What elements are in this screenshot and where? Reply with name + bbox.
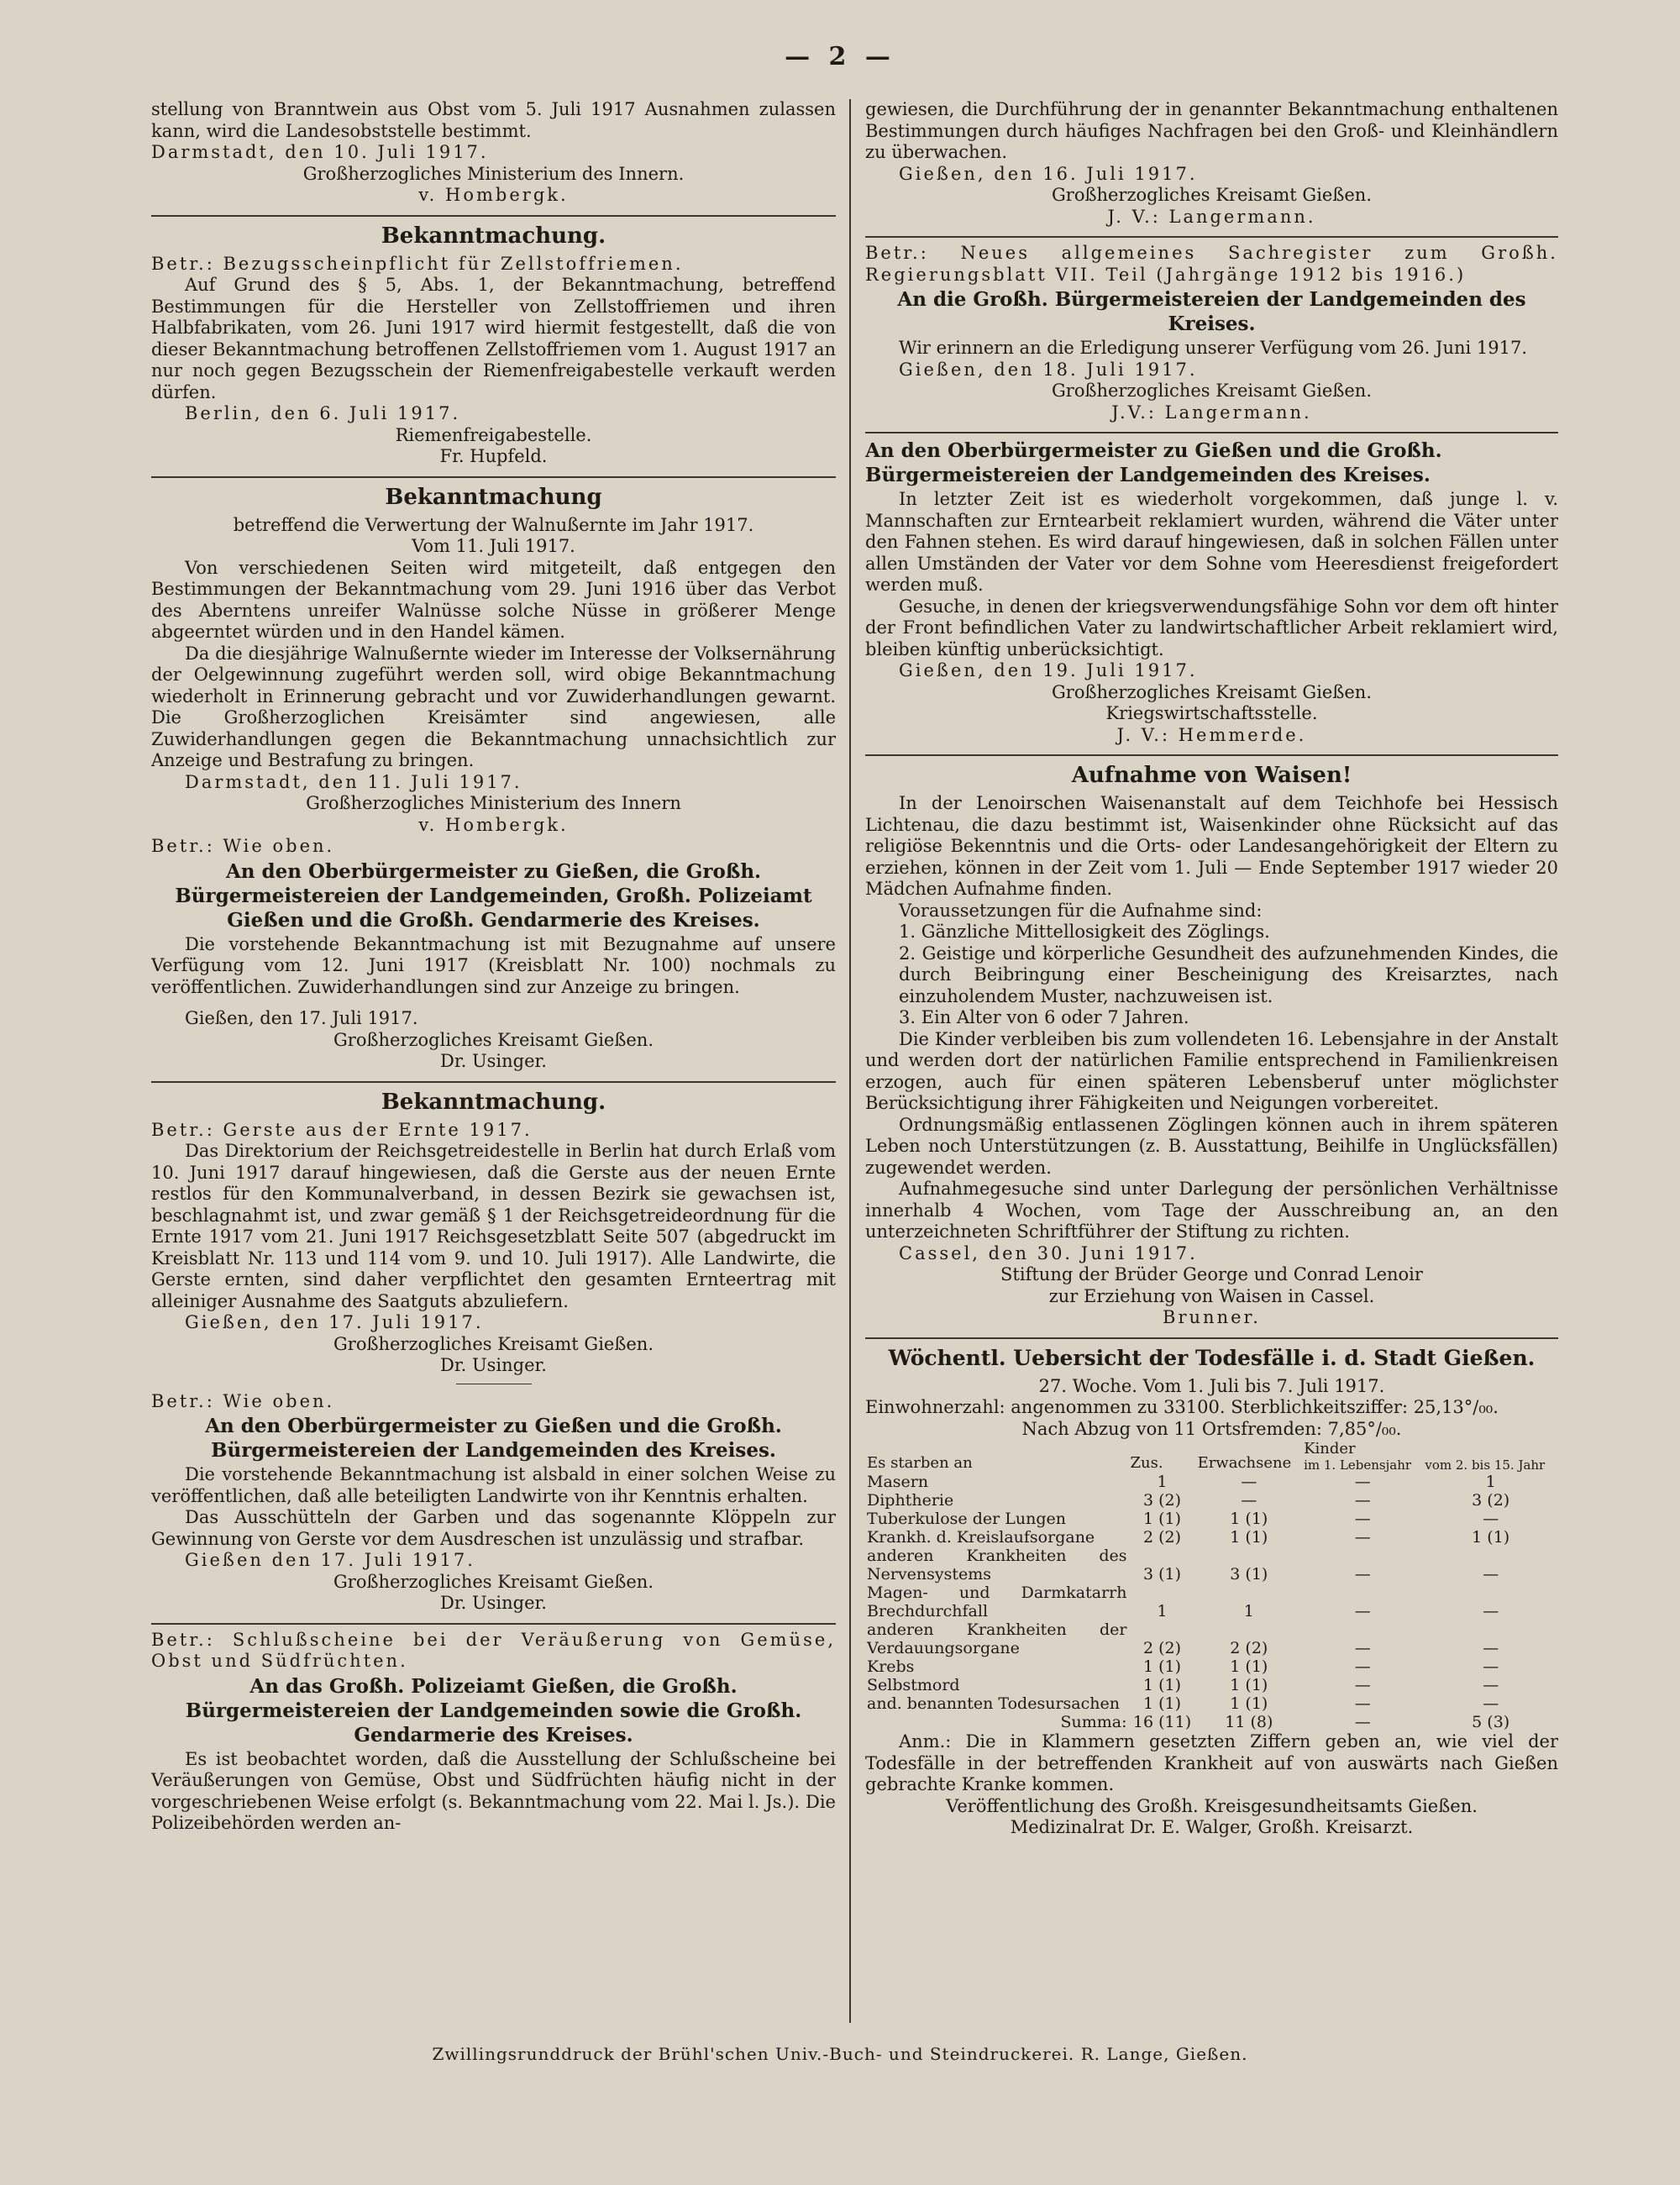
place-date: Gießen, den 17. Juli 1917. [185,1312,484,1332]
cause-cell: Magen- und Darmkatarrh Brechdurchfall [867,1584,1127,1620]
signature-name: Brunner. [1163,1307,1261,1327]
children-first-year-cell: — [1354,1473,1371,1491]
total-cell: 1 [1157,1473,1168,1491]
notice-text: gewiesen, die Durchführung der in genannter Bekanntmachung enthaltenen Bestimmungen durch häufiges Nachfragen bei den Groß- und Kleinhändlern zu überwachen. [865,99,1558,162]
sum-row [865,1713,1558,1731]
statistics-note: Anm.: Die in Klammern gesetzten Ziffern geben an, wie viel der Todesfälle in der betreffenden Krankheit auf von auswärts nach Gießen gebrachte Kranke kommen. [865,1731,1558,1794]
signature-authority: Großherzogliches Kreisamt Gießen. [1052,681,1372,702]
place-date: Gießen, den 16. Juli 1917. [899,163,1198,184]
children-2-15-cell: — [1483,1639,1499,1657]
adults-cell: 1 (1) [1230,1657,1268,1676]
section-divider [865,754,1558,756]
signature-name: v. Hombergk. [418,185,569,205]
place-date: Darmstadt, den 11. Juli 1917. [185,771,522,792]
requirement-item: 3. Ein Alter von 6 oder 7 Jahren. [899,1007,1189,1027]
signature-name: Dr. Usinger. [440,1051,547,1071]
notice-walnuss-kreisamt [151,836,836,1073]
table-row [865,1528,1558,1547]
notice-heading: Bekanntmachung. [381,1089,606,1115]
notice-addressee: An das Großh. Polizeiamt Gießen, die Großh. Bürgermeistereien der Landgemeinden sowie die Großh. Gendarmerie des Kreises. [185,1674,802,1746]
requirement-item: 2. Geistige und körperliche Gesundheit des aufzunehmenden Kindes, die durch Beibringung einer Bescheinigung des Kreisarztes, nach einzuholendem Muster, nachzuweisen ist. [899,943,1558,1006]
signature-authority: Veröffentlichung des Großh. Kreisgesundheitsamts Gießen. [946,1795,1478,1816]
signature-authority: Großherzogliches Ministerium des Innern. [302,163,685,184]
cause-cell: Krebs [867,1657,915,1676]
left-column [151,99,836,2023]
place-date: Berlin, den 6. Juli 1917. [185,403,461,423]
section-divider [865,432,1558,433]
notice-paragraph: Ordnungsmäßig entlassenen Zöglingen können auch in ihrem späteren Leben noch Unterstützungen (z. B. Ausstattung, Beihilfe in Unglücksfällen) zugewendet werden. [865,1114,1558,1178]
sum-children-2-15: 5 (3) [1472,1713,1510,1731]
cause-cell: Selbstmord [867,1676,960,1694]
notice-waisen [865,761,1558,1329]
adults-cell: 1 (1) [1230,1510,1268,1528]
col-adults: Erwachsene [1197,1454,1292,1472]
table-row [865,1694,1558,1713]
table-row [865,1620,1558,1657]
notice-paragraph: Gesuche, in denen der kriegsverwendungsfähige Sohn vor dem oft hinter der Front befindlichen Vater zu landwirtschaftlicher Arbeit reklamiert wird, bleiben künftig unberücksichtigt. [865,596,1558,659]
notice-paragraph: Das Ausschütteln der Garben und das sogenannte Klöppeln zur Gewinnung von Gerste vor dem Ausdreschen ist unzulässig und strafbar. [151,1507,836,1549]
table-row [865,1491,1558,1510]
children-2-15-cell: — [1483,1565,1499,1584]
adults-cell: 1 [1243,1602,1254,1620]
cause-cell: Krankh. d. Kreislaufsorgane [867,1528,1095,1547]
death-table [865,1440,1558,1731]
notice-subject: Betr.: Schlußscheine bei der Veräußerung von Gemüse, Obst und Südfrüchten. [151,1629,836,1671]
notice-subject: Betr.: Neues allgemeines Sachregister zum Großh. Regierungsblatt VII. Teil (Jahrgänge 1912 bis 1916.) [865,243,1558,285]
total-cell: 1 [1157,1602,1168,1620]
signature-name: Fr. Hupfeld. [439,446,548,466]
notice-subject: Betr.: Wie oben. [151,836,335,856]
total-cell: 3 (1) [1143,1565,1182,1584]
col-children: Kinder [1304,1440,1356,1458]
children-first-year-cell: — [1354,1528,1371,1547]
notice-schlussscheine-cont [865,99,1558,228]
adults-cell: 2 (2) [1230,1639,1268,1657]
children-first-year-cell: — [1354,1639,1371,1657]
sum-total: 16 (11) [1132,1713,1192,1731]
cause-cell: Diphtherie [867,1491,954,1510]
notice-subject: Betr.: Bezugsscheinpflicht für Zellstoffriemen. [151,253,684,274]
notice-text: Wir erinnern an die Erledigung unserer Verfügung vom 26. Juni 1917. [899,338,1528,358]
notice-paragraph: Die vorstehende Bekanntmachung ist alsbald in einer solchen Weise zu veröffentlichen, daß alle beteiligten Landwirte von ihr Kenntnis erhalten. [151,1464,836,1506]
total-cell: 2 (2) [1143,1528,1182,1547]
statistics-adjusted: Nach Abzug von 11 Ortsfremden: 7,85°/₀₀. [1021,1418,1402,1439]
notice-text: Das Direktorium der Reichsgetreidestelle in Berlin hat durch Erlaß vom 10. Juni 1917 darauf hingewiesen, daß die Gerste aus der neuen Ernte restlos für den Kommunalverband, in dessen Bezirk sie gewachsen ist, beschlagnahmt ist, und zwar gemäß § 1 der Reichsgetreideordnung für die Ernte 1917 vom 21. Juni 1917 Reichsgesetzblatt Seite 507 (abgedruckt im Kreisblatt Nr. 113 und 114 vom 9. und 10. Juli 1917). Alle Landwirte, die Gerste ernten, sind daher verpflichtet den gesamten Ernteertrag mit alleiniger Ausnahme des Saatguts abzuliefern. [151,1141,836,1311]
col-children-first-year: im 1. Lebensjahr [1304,1458,1412,1473]
death-statistics [865,1344,1558,1839]
notice-paragraph: Aufnahmegesuche sind unter Darlegung der persönlichen Verhältnisse innerhalb 4 Wochen, vom Tage der Ausschreibung an, an den unterzeichneten Schriftführer der Stiftung zu richten. [865,1179,1558,1242]
death-table-body [865,1473,1558,1713]
signature-name: v. Hombergk. [418,814,569,835]
children-first-year-cell: — [1354,1491,1371,1510]
adults-cell: 1 (1) [1230,1694,1268,1713]
signature-authority-line2: zur Erziehung von Waisen in Cassel. [1048,1285,1375,1306]
sum-adults: 11 (8) [1225,1713,1273,1731]
table-row [865,1657,1558,1676]
notice-date-line: Vom 11. Juli 1917. [412,536,575,556]
signature-authority: Großherzogliches Kreisamt Gießen. [333,1571,654,1592]
notice-subject: Betr.: Wie oben. [151,1390,335,1411]
notice-heading: Bekanntmachung [385,484,602,510]
adults-cell: 1 (1) [1230,1676,1268,1694]
notice-subject: Betr.: Gerste aus der Ernte 1917. [151,1119,533,1140]
children-2-15-cell: — [1483,1657,1499,1676]
adults-cell: 3 (1) [1230,1565,1268,1584]
section-divider [151,215,836,217]
children-2-15-cell: — [1483,1602,1499,1620]
total-cell: 1 (1) [1143,1676,1182,1694]
signature-name: J. V.: Hemmerde. [1116,724,1307,745]
signature-name: Medizinalrat Dr. E. Walger, Großh. Kreisarzt. [1010,1817,1414,1837]
signature-authority: Großherzogliches Ministerium des Innern [306,793,681,813]
signature-name: Dr. Usinger. [440,1593,547,1613]
total-cell: 1 (1) [1143,1657,1182,1676]
printer-imprint: Zwillingsrunddruck der Brühl'schen Univ.-Buch- und Steindruckerei. R. Lange, Gießen. [432,2044,1248,2064]
children-first-year-cell: — [1354,1510,1371,1528]
table-row [865,1510,1558,1528]
place-date: Gießen, den 18. Juli 1917. [899,359,1198,380]
right-column [865,99,1558,2023]
notice-addressee: An die Großh. Bürgermeistereien der Landgemeinden des Kreises. [897,288,1526,335]
signature-authority: Stiftung der Brüder George und Conrad Lenoir [1000,1264,1423,1284]
col-cause: Es starben an [867,1454,973,1472]
signature-name: J.V.: Langermann. [1111,402,1312,423]
signature-authority: Großherzogliches Kreisamt Gießen. [1052,381,1372,401]
notice-zellstoffriemen [151,222,836,468]
total-cell: 2 (2) [1143,1639,1182,1657]
notice-walnussernte [151,483,836,837]
section-divider [865,1337,1558,1339]
cause-cell: Masern [867,1473,929,1491]
children-2-15-cell: — [1483,1510,1499,1528]
notice-mannschaften [865,439,1558,746]
signature-authority: Großherzogliches Kreisamt Gießen. [333,1029,654,1050]
signature-office: Kriegswirtschaftsstelle. [1105,703,1318,723]
children-2-15-cell: — [1483,1694,1499,1713]
table-row [865,1473,1558,1491]
notice-heading: Aufnahme von Waisen! [1071,763,1352,788]
notice-gerste [151,1088,836,1377]
column-rule [849,99,851,2023]
table-row [865,1547,1558,1584]
cause-cell: Tuberkulose der Lungen [867,1510,1066,1528]
children-2-15-cell: 1 (1) [1472,1528,1510,1547]
signature-authority: Großherzogliches Kreisamt Gießen. [1052,185,1372,205]
signature-name: J. V.: Langermann. [1107,206,1316,227]
col-total: Zus. [1130,1454,1163,1472]
place-date: Gießen, den 19. Juli 1917. [899,660,1198,680]
notice-heading: Bekanntmachung. [381,223,606,249]
place-date: Gießen den 17. Juli 1917. [185,1550,475,1570]
notice-schlussscheine [151,1630,836,1835]
section-divider [865,236,1558,238]
children-first-year-cell: — [1354,1657,1371,1676]
adults-cell: — [1241,1473,1257,1491]
cause-cell: anderen Krankheiten der Verdauungsorgane [867,1620,1127,1657]
sum-label: Summa: [1060,1713,1127,1731]
place-date: Cassel, den 30. Juni 1917. [899,1242,1198,1263]
section-divider [151,1081,836,1083]
notice-branntwein [151,99,836,207]
signature-name: Dr. Usinger. [440,1355,547,1375]
page-number: — 2 — [785,42,895,71]
section-divider [151,1623,836,1625]
statistics-population: Einwohnerzahl: angenommen zu 33100. Sterblichkeitsziffer: 25,13°/₀₀. [865,1397,1499,1417]
notice-paragraph: Da die diesjährige Walnußernte wieder im Interesse der Volksernährung der Oelgewinnung zugeführt werden soll, wird obige Bekanntmachung wiederholt in Erinnerung gebracht und vor Zuwiderhandlungen gewarnt. Die Großherzoglichen Kreisämter sind angewiesen, alle Zuwiderhandlungen gegen die Bekanntmachung unnachsichtlich zur Anzeige und Bestrafung zu bringen. [151,643,836,770]
notice-paragraph: Die Kinder verbleiben bis zum vollendeten 16. Lebensjahre in der Anstalt und werden dort der natürlichen Familie entsprechend in Familienkreisen erzogen, auch für einen späteren Lebensberuf unter möglichster Berücksichtigung ihrer Fähigkeiten und Neigungen vorbereitet. [865,1028,1558,1113]
total-cell: 1 (1) [1143,1510,1182,1528]
statistics-heading: Wöchentl. Uebersicht der Todesfälle i. d. Stadt Gießen. [888,1345,1536,1370]
statistics-week: 27. Woche. Vom 1. Juli bis 7. Juli 1917. [1038,1375,1385,1396]
children-2-15-cell: 3 (2) [1472,1491,1510,1510]
section-divider [151,476,836,478]
adults-cell: 1 (1) [1230,1528,1268,1547]
total-cell: 3 (2) [1143,1491,1182,1510]
table-row [865,1676,1558,1694]
children-first-year-cell: — [1354,1676,1371,1694]
notice-text: stellung von Branntwein aus Obst vom 5. Juli 1917 Ausnahmen zulassen kann, wird die Landesobststelle bestimmt. [151,99,836,141]
notice-subheading: betreffend die Verwertung der Walnußernte im Jahr 1917. [233,514,754,535]
children-2-15-cell: — [1483,1676,1499,1694]
adults-cell: — [1241,1491,1257,1510]
notice-sachregister [865,243,1558,423]
signature-authority: Riemenfreigabestelle. [395,424,592,445]
sum-children-first-year: — [1354,1713,1371,1731]
cause-cell: anderen Krankheiten des Nervensystems [867,1547,1127,1584]
children-first-year-cell: — [1354,1694,1371,1713]
notice-addressee: An den Oberbürgermeister zu Gießen und die Großh. Bürgermeistereien der Landgemeinden des Kreises. [205,1415,782,1462]
notice-addressee: An den Oberbürgermeister zu Gießen, die Großh. Bürgermeistereien der Landgemeinden, Großh. Polizeiamt Gießen und die Großh. Gendarmerie des Kreises. [175,859,812,932]
notice-paragraph: In der Lenoirschen Waisenanstalt auf dem Teichhofe bei Hessisch Lichtenau, die dazu bestimmt ist, Waisenkinder ohne Rücksicht auf das religiöse Bekenntnis und die Orts- oder Landesangehörigkeit der Eltern zu erziehen, können in der Zeit vom 1. Juli — Ende September 1917 wieder 20 Mädchen Aufnahme finden. [865,793,1558,899]
children-2-15-cell: 1 [1485,1473,1496,1491]
place-date: Gießen, den 17. Juli 1917. [185,1008,418,1028]
notice-paragraph: In letzter Zeit ist es wiederholt vorgekommen, daß junge l. v. Mannschaften zur Erntearbeit reklamiert wurden, während die Väter unter den Fahnen stehen. Es wird darauf hingewiesen, daß in solchen Fällen unter allen Umständen der Vater vor dem Sohne vom Heeresdienst freigefordert werden muß. [865,489,1558,595]
notice-text: Es ist beobachtet worden, daß die Ausstellung der Schlußscheine bei Veräußerungen von Gemüse, Obst und Südfrüchten häufig nicht in der vorgeschriebenen Weise erfolgt (s. Bekanntmachung vom 22. Mai l. Js.). Die Polizeibehörden werden an- [151,1748,836,1833]
col-children-2-15: vom 2. bis 15. Jahr [1425,1458,1546,1473]
children-first-year-cell: — [1354,1565,1371,1584]
notice-paragraph: Von verschiedenen Seiten wird mitgeteilt, daß entgegen den Bestimmungen der Bekanntmachung vom 29. Juni 1916 über das Verbot des Aberntens unreifer Walnüsse solche Nüsse in größerer Menge abgeerntet würden und in den Handel kämen. [151,557,836,642]
table-row [865,1584,1558,1620]
place-date: Darmstadt, den 10. Juli 1917. [151,142,489,162]
notice-text: Auf Grund des § 5, Abs. 1, der Bekanntmachung, betreffend Bestimmungen für die Hersteller von Zellstoffriemen und ihren Halbfabrikaten, vom 26. Juni 1917 wird hiermit festgestellt, daß die von dieser Bekanntmachung betroffenen Zellstoffriemen vom 1. August 1917 an nur noch gegen Bezugsschein der Riemenfreigabestelle verkauft werden dürfen. [151,275,836,402]
notice-addressee: An den Oberbürgermeister zu Gießen und die Großh. Bürgermeistereien der Landgemeinden des Kreises. [865,439,1442,486]
cause-cell: and. benannten Todesursachen [867,1694,1120,1713]
requirement-item: 1. Gänzliche Mittellosigkeit des Zöglings. [899,922,1270,942]
children-first-year-cell: — [1354,1602,1371,1620]
requirements-intro: Voraussetzungen für die Aufnahme sind: [899,900,1263,921]
signature-authority: Großherzogliches Kreisamt Gießen. [333,1333,654,1354]
notice-gerste-kreisamt [151,1391,836,1615]
notice-text: Die vorstehende Bekanntmachung ist mit Bezugnahme auf unsere Verfügung vom 12. Juni 1917 (Kreisblatt Nr. 100) nochmals zu veröffentlichen. Zuwiderhandlungen sind zur Anzeige zu bringen. [151,933,836,997]
total-cell: 1 (1) [1143,1694,1182,1713]
